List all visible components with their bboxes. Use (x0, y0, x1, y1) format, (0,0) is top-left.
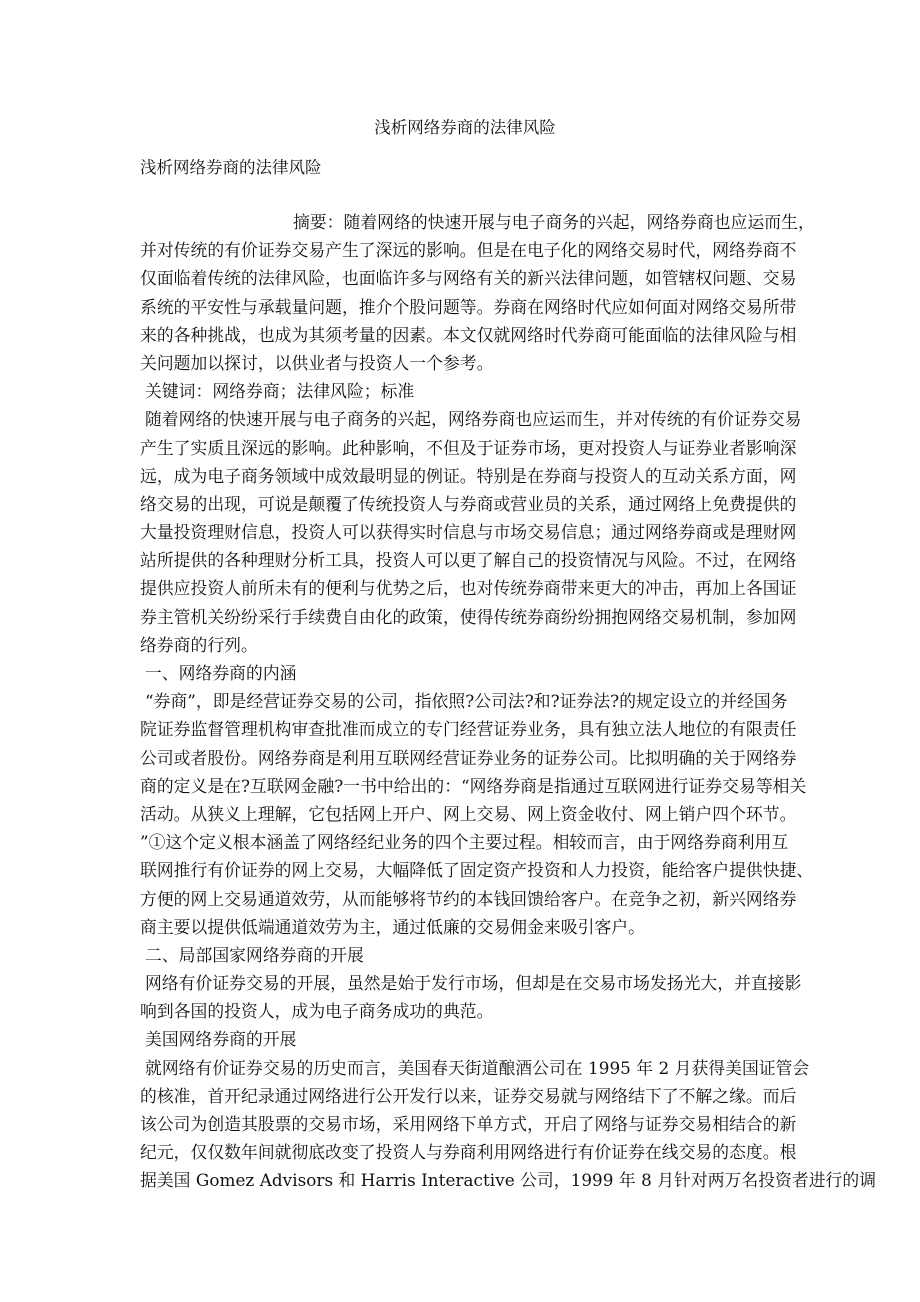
section-1-paragraph-line: 商的定义是在?互联网金融?一书中给出的：“网络券商是指通过互联网进行证券交易等相关 (140, 775, 807, 796)
abstract-line: 并对传统的有价证券交易产生了深远的影响。但是在电子化的网络交易时代，网络券商不 (140, 240, 797, 261)
section-1-paragraph-line: 公司或者股份。网络券商是利用互联网经营证券业务的证券公司。比拟明确的关于网络券 (140, 747, 797, 768)
document-body (140, 208, 877, 1195)
keywords-line: 关键词：网络券商；法律风险；标准 (145, 381, 415, 402)
intro-paragraph-line: 站所提供的各种理财分析工具，投资人可以更了解自己的投资情况与风险。不过，在网络 (140, 550, 797, 571)
intro-paragraph-line: 随着网络的快速开展与电子商务的兴起，网络券商也应运而生，并对传统的有价证券交易 (145, 409, 802, 430)
section-1-paragraph-line: 院证券监督管理机构审查批准而成立的专门经营证券业务，具有独立法人地位的有限责任 (140, 719, 797, 740)
section-1-paragraph-line: ”①这个定义根本涵盖了网络经纪业务的四个主要过程。相较而言，由于网络券商利用互 (140, 832, 789, 853)
usa-paragraph-line: 该公司为创造其股票的交易市场，采用网络下单方式，开启了网络与证券交易相结合的新 (140, 1114, 797, 1134)
abstract-line: 摘要：随着网络的快速开展与电子商务的兴起，网络券商也应运而生， (293, 212, 815, 232)
abstract-line: 系统的平安性与承载量问题，推介个股问题等。券商在网络时代应如何面对网络交易所带 (140, 296, 797, 317)
section-1-paragraph-line: “券商”，即是经营证券交易的公司，指依照?公司法?和?证券法?的规定设立的并经国务 (145, 691, 788, 712)
intro-paragraph-line: 络交易的出现，可说是颠覆了传统投资人与券商或营业员的关系，通过网络上免费提供的 (140, 493, 797, 514)
section-heading-1: 一、网络券商的内涵 (145, 663, 297, 683)
usa-paragraph-line: 据美国 Gomez Advisors 和 Harris Interactive 公司，1999 年 8 月针对两万名投资者进行的调 (140, 1170, 877, 1191)
intro-paragraph-line: 券主管机关纷纷采行手续费自由化的政策，使得传统券商纷纷拥抱网络交易机制，参加网 (140, 606, 797, 627)
document-title: 浅析网络券商的法律风险 (374, 118, 556, 137)
section-1-paragraph-line: 方便的网上交易通道效劳，从而能够将节约的本钱回馈给客户。在竞争之初，新兴网络券 (140, 888, 797, 909)
abstract-line: 来的各种挑战，也成为其须考量的因素。本文仅就网络时代券商可能面临的法律风险与相 (140, 324, 797, 345)
abstract-line: 关问题加以探讨，以供业者与投资人一个参考。 (140, 352, 494, 373)
usa-paragraph-line: 就网络有价证券交易的历史而言，美国春天街道酿酒公司在 1995 年 2 月获得美国证管会 (145, 1057, 810, 1078)
subsection-heading-usa: 美国网络券商的开展 (145, 1029, 297, 1050)
intro-paragraph-line: 产生了实质且深远的影响。此种影响，不但及于证券市场，更对投资人与证券业者影响深 (140, 437, 797, 458)
section-heading-2: 二、局部国家网络券商的开展 (145, 944, 364, 965)
intro-paragraph-line: 远，成为电子商务领域中成效最明显的例证。特别是在券商与投资人的互动关系方面，网 (140, 465, 797, 486)
usa-paragraph-line: 的核准，首开纪录通过网络进行公开发行以来，证券交易就与网络结下了不解之缘。而后 (140, 1085, 797, 1106)
section-1-paragraph-line: 活动。从狭义上理解，它包括网上开户、网上交易、网上资金收付、网上销户四个环节。 (140, 803, 797, 824)
section-2-paragraph-line: 响到各国的投资人，成为电子商务成功的典范。 (140, 1001, 494, 1022)
usa-paragraph-line: 纪元，仅仅数年间就彻底改变了投资人与券商利用网络进行有价证券在线交易的态度。根 (140, 1142, 797, 1163)
intro-paragraph-line: 络券商的行列。 (140, 634, 258, 655)
section-1-paragraph-line: 商主要以提供低端通道效劳为主，通过低廉的交易佣金来吸引客户。 (140, 916, 645, 937)
abstract-line: 仅面临着传统的法律风险，也面临许多与网络有关的新兴法律问题，如管辖权问题、交易 (140, 268, 797, 289)
intro-paragraph-line: 提供应投资人前所未有的便利与优势之后，也对传统券商带来更大的冲击，再加上各国证 (140, 578, 797, 599)
intro-paragraph-line: 大量投资理财信息，投资人可以获得实时信息与市场交易信息；通过网络券商或是理财网 (140, 522, 797, 543)
document-subtitle: 浅析网络券商的法律风险 (140, 158, 322, 177)
section-1-paragraph-line: 联网推行有价证券的网上交易，大幅降低了固定资产投资和人力投资，能给客户提供快捷、 (140, 860, 814, 881)
section-2-paragraph-line: 网络有价证券交易的开展，虽然是始于发行市场，但却是在交易市场发扬光大，并直接影 (145, 973, 802, 994)
